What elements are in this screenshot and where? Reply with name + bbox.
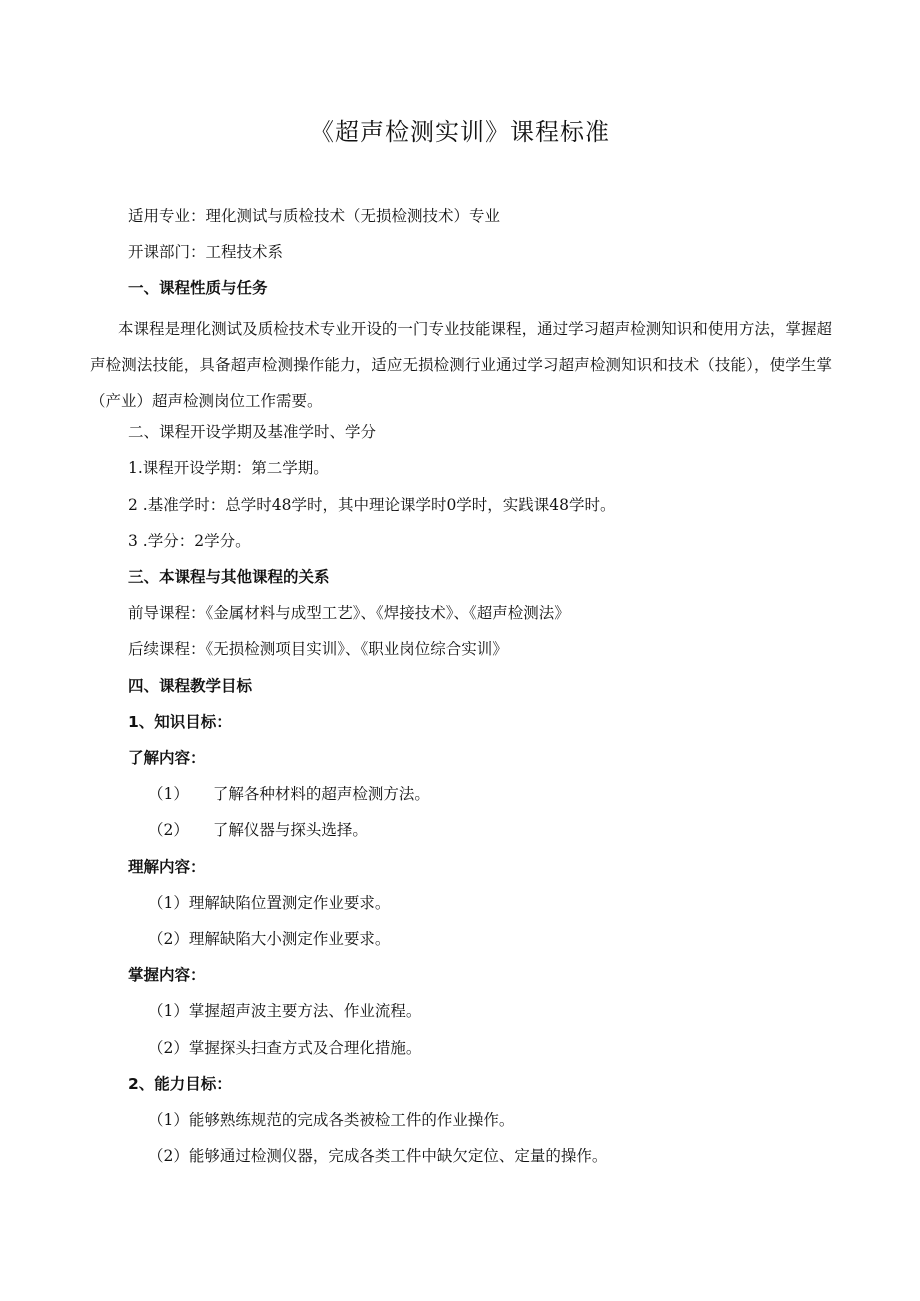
knowledge-goals-heading: 1、知识目标： (128, 713, 232, 731)
list-text: 了解仪器与探头选择。 (212, 821, 368, 839)
comprehend-heading: 理解内容： (128, 858, 206, 876)
list-number: （1） (148, 785, 189, 803)
section-1-heading: 一、课程性质与任务 (128, 279, 268, 297)
section-1-body: 本课程是理化测试及质检技术专业开设的一门专业技能课程，通过学习超声检测知识和使用方法，掌握超声检测法技能，具备超声检测操作能力，适应无损检测行业通过学习超声检测知识和技术（技能），使学生掌（产业）超声检测岗位工作需要。 (90, 320, 832, 410)
list-text: 了解各种材料的超声检测方法。 (212, 785, 430, 803)
master-heading: 掌握内容： (128, 966, 206, 984)
prerequisite-courses: 前导课程：《金属材料与成型工艺》、《焊接技术》、《超声检测法》 (128, 604, 570, 622)
applicable-major: 适用专业：理化测试与质检技术（无损检测技术）专业 (128, 207, 501, 225)
list-item: （2）理解缺陷大小测定作业要求。 (148, 930, 391, 948)
section-4-heading: 四、课程教学目标 (128, 677, 253, 695)
semester-item: 1.课程开设学期：第二学期。 (128, 459, 329, 477)
list-item: （2）掌握探头扫查方式及合理化措施。 (148, 1039, 422, 1057)
list-item: （1）能够熟练规范的完成各类被检工件的作业操作。 (148, 1111, 515, 1129)
list-item: （2）能够通过检测仪器，完成各类工件中缺欠定位、定量的操作。 (148, 1147, 608, 1165)
list-item (148, 818, 368, 840)
hours-item: 2 .基准学时：总学时48学时，其中理论课学时0学时，实践课48学时。 (128, 496, 616, 514)
list-item: （1）掌握超声波主要方法、作业流程。 (148, 1002, 422, 1020)
list-number: （2） (148, 821, 189, 839)
section-3-heading: 三、本课程与其他课程的关系 (128, 568, 330, 586)
understand-heading: 了解内容： (128, 749, 206, 767)
follow-up-courses: 后续课程：《无损检测项目实训》、《职业岗位综合实训》 (128, 640, 508, 658)
credits-item: 3 .学分：2学分。 (128, 532, 251, 550)
section-2-heading: 二、课程开设学期及基准学时、学分 (128, 423, 377, 441)
ability-goals-heading: 2、能力目标： (128, 1075, 232, 1093)
list-item: （1）理解缺陷位置测定作业要求。 (148, 894, 391, 912)
list-item (148, 782, 430, 804)
page-title: 《超声检测实训》课程标准 (310, 118, 610, 146)
department: 开课部门：工程技术系 (128, 243, 284, 261)
